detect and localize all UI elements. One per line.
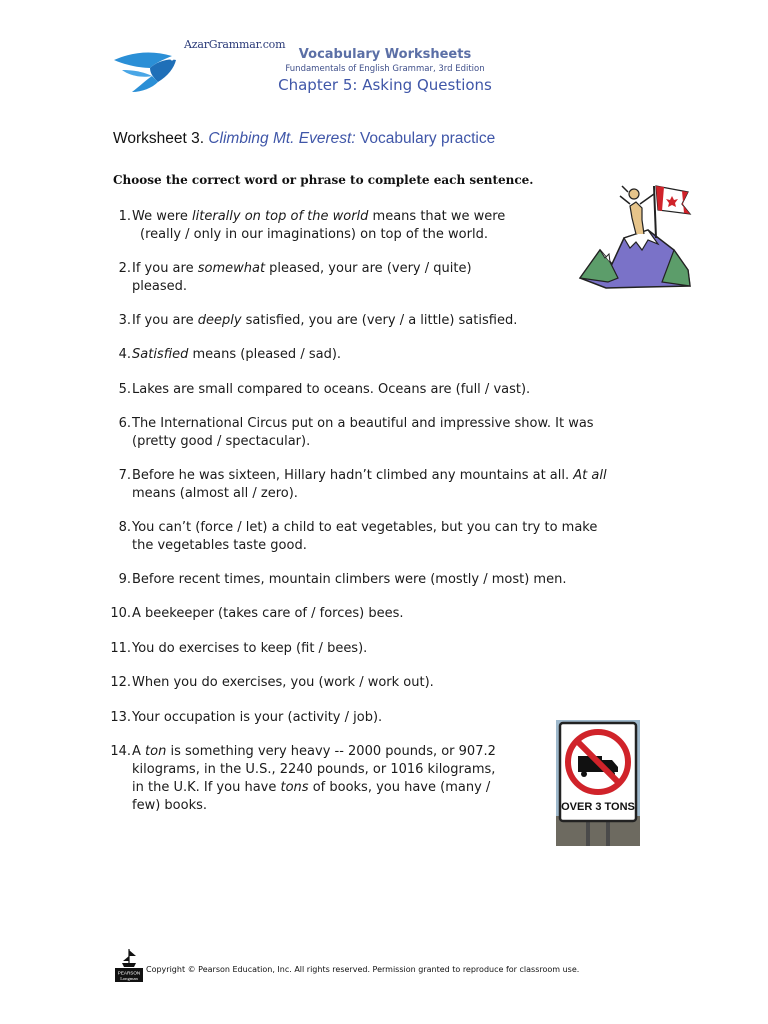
question-text-cont: pleased. (132, 279, 187, 294)
worksheet-topic: Climbing Mt. Everest: (208, 130, 356, 147)
question-number: 1. (118, 209, 131, 224)
question-text-cont: few) books. (132, 798, 208, 813)
question-text: When you do exercises, you (work / work out). (132, 675, 434, 690)
sign-label: OVER 3 TONS (561, 801, 635, 813)
question-text: A beekeeper (takes care of / forces) bees. (132, 606, 404, 621)
publisher-name: PEARSON (117, 970, 141, 976)
question-text: Before recent times, mountain climbers were (mostly / most) men. (132, 572, 567, 587)
question-text: Before he was sixteen, Hillary hadn’t climbed any mountains at all. At all (132, 468, 607, 483)
pearson-ship-icon (114, 947, 144, 983)
publisher-imprint: Longman (120, 976, 138, 981)
question-text: A ton is something very heavy -- 2000 pounds, or 907.2 (132, 744, 496, 759)
question-text-cont: (pretty good / spectacular). (132, 434, 311, 449)
question-text: We were literally on top of the world means that we were (132, 209, 506, 224)
question-number: 9. (118, 572, 131, 587)
question-number: 5. (118, 382, 131, 397)
question-number: 4. (118, 347, 131, 362)
question-text: You do exercises to keep (fit / bees). (132, 641, 368, 656)
question-text: The International Circus put on a beautiful and impressive show. It was (132, 416, 594, 431)
site-name: AzarGrammar.com (184, 38, 286, 51)
question-text-cont: kilograms, in the U.S., 2240 pounds, or 1016 kilograms, (132, 762, 496, 777)
question-text: If you are somewhat pleased, your are (very / quite) (132, 261, 472, 276)
instructions: Choose the correct word or phrase to complete each sentence. (113, 173, 534, 187)
worksheet-prefix: Worksheet 3. (113, 130, 209, 147)
question-number: 12. (110, 675, 131, 690)
worksheet-title (113, 130, 495, 148)
question-number: 6. (118, 416, 131, 431)
question-text: You can’t (force / let) a child to eat vegetables, but you can try to make (132, 520, 598, 535)
question-text-cont: the vegetables taste good. (132, 538, 307, 553)
question-text: Your occupation is your (activity / job). (132, 710, 383, 725)
question-number: 13. (110, 710, 131, 725)
question-text-cont: in the U.K. If you have tons of books, you have (many / (132, 780, 491, 795)
question-number: 2. (118, 261, 131, 276)
question-text-cont: means (almost all / zero). (132, 486, 298, 501)
question-number: 14. (110, 744, 131, 759)
copyright-notice: Copyright © Pearson Education, Inc. All rights reserved. Permission granted to reproduce for classroom use. (146, 965, 580, 974)
question-number: 10. (110, 606, 131, 621)
chapter-title: Chapter 5: Asking Questions (278, 76, 492, 94)
question-text: Lakes are small compared to oceans. Oceans are (full / vast). (132, 382, 531, 397)
question-number: 11. (110, 641, 131, 656)
question-number: 3. (118, 313, 131, 328)
header-title: Vocabulary Worksheets (298, 47, 472, 62)
question-text: Satisfied means (pleased / sad). (132, 347, 342, 362)
header-block (250, 47, 520, 95)
question-text: If you are deeply satisfied, you are (very / a little) satisfied. (132, 313, 518, 328)
question-number: 7. (118, 468, 131, 483)
header-subtitle: Fundamentals of English Grammar, 3rd Edition (285, 64, 485, 74)
mountain-climber-illustration (578, 178, 702, 290)
question-text-cont: (really / only in our imaginations) on top of the world. (140, 227, 488, 242)
no-trucks-sign-image (556, 720, 640, 846)
worksheet-subtitle: Vocabulary practice (355, 130, 496, 147)
question-number: 8. (118, 520, 131, 535)
